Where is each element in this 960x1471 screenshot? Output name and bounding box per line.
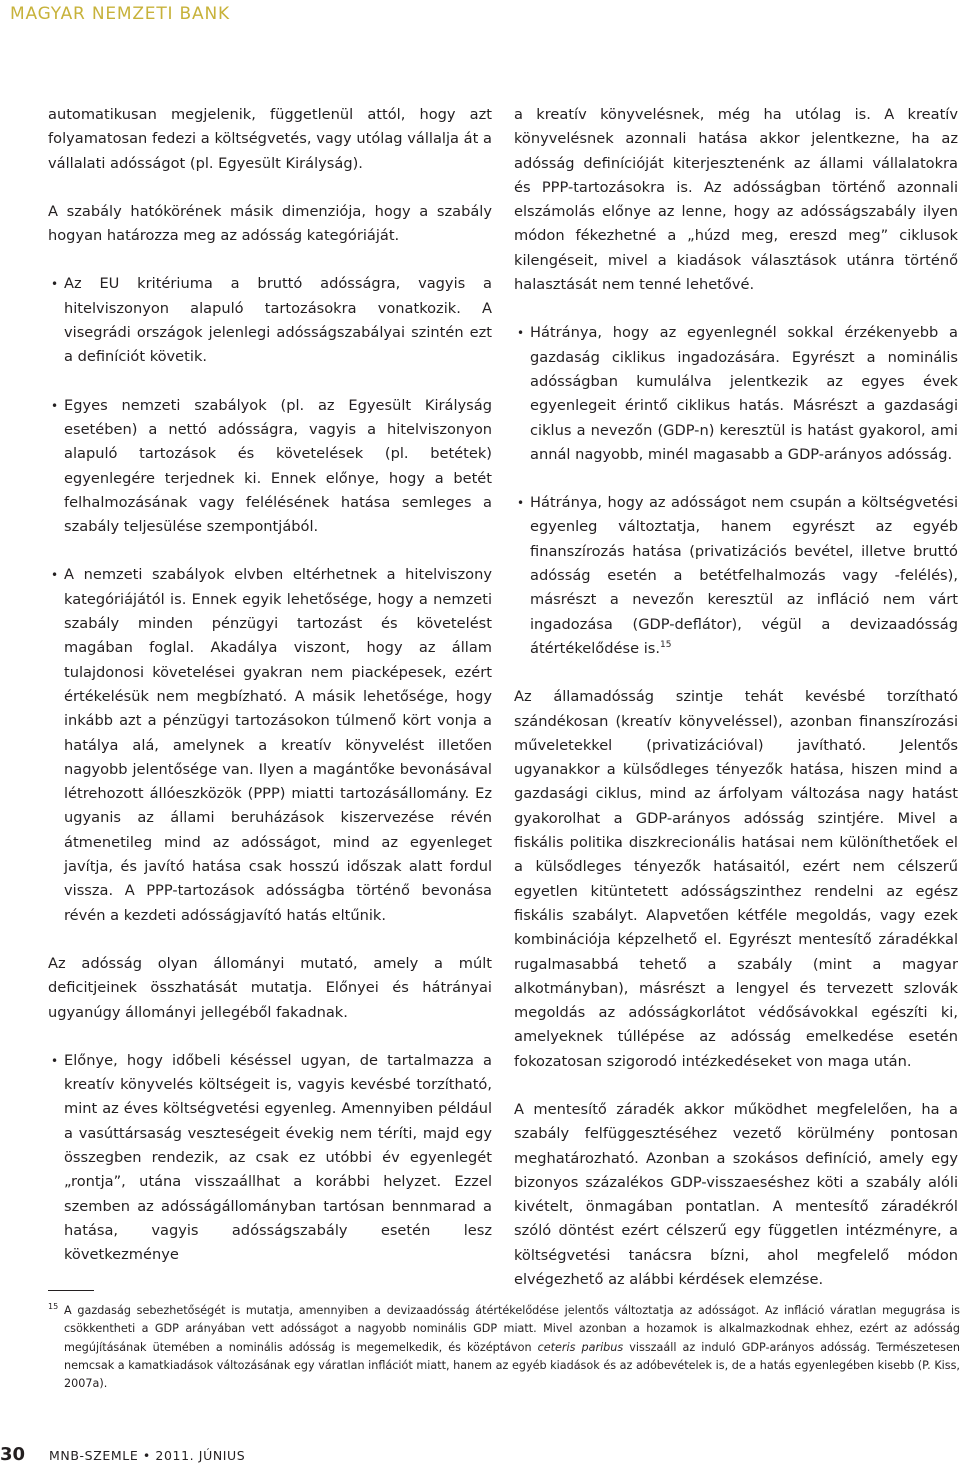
paragraph: Az adósság olyan állományi mutató, amely a múlt deficitjeinek összhatását mutatja. Előnyei és hátrányai ugyanúgy állományi jellegéből fakadnak. <box>48 954 492 1021</box>
bullet-list <box>48 563 492 927</box>
footnote-text-part: A gazdaság sebezhetőségét is mutatja, amennyiben a devizaadósság átértékelődése jelentős változtatja az adósságot. Az infláció váratlan megugrása is csökkentheti a GDP arányában vett adósságot a nagyobb nominális GDP miatt. Mivel azonban a hozamok is alkalmazkodnak ehhez, ezért az adósság megújításának ütemében a nominális adósság is megemelkedik, és középtávon <box>64 1304 960 1354</box>
right-column <box>514 103 958 1316</box>
paragraph: A szabály hatókörének másik dimenziója, hogy a szabály hogyan határozza meg az adósság kategóriáját. <box>48 202 492 245</box>
bullet-list <box>48 272 492 369</box>
paragraph-continuation: a kreatív könyvelésnek, még ha utólag is. A kreatív könyvelésnek azonnali hatása akkor jelentkezne, ha az adósság definícióját kiterjesztenénk az állami vállalatokra és PPP-tartozásokra is. Az adósságban történő azonnali elszámolás előnye az lenne, hogy az adósságszabály ilyen módon fékezhetné a „húzd meg, ereszd meg” ciklusok kilengéseit, mivel a kiadások választások utánra történő halasztását nem tenné lehetővé. <box>514 106 958 294</box>
page-header-title: MAGYAR NEMZETI BANK <box>10 4 230 24</box>
paragraph: automatikusan megjelenik, függetlenül attól, hogy azt folyamatosan fedezi a költségvetés, vagy utólag vállalja át a vállalati adósságot (pl. Egyesült Királyság). <box>48 106 492 172</box>
bullet-list <box>48 394 492 540</box>
bullet-item: • Hátránya, hogy az egyenlegnél sokkal érzékenyebb a gazdaság ciklikus ingadozására. Egyrészt a nominális adósságban kumulálva jelentkezik az egyes évek egyenlegeit érintő ciklikus hatás. Másrészt a gazdasági ciklus a nevezőn (GDP-n) keresztül is hatást gyakorol, ami annál nagyobb, minél magasabb a GDP-arányos adósság. <box>514 321 958 467</box>
bullet-item: • Előnye, hogy időbeli késéssel ugyan, de tartalmazza a kreatív könyvelés költségeit is, vagyis kevésbé torzítható, mint az éves költségvetési egyenleg. Amennyiben például a vasúttársaság veszteségeit évekig nem téríti, majd egy összegben rendezik, az csak ez utóbbi év egyenlegét „rontja”, utána visszaállhat a korábbi helyzet. Ezzel szemben az adósságállományban tartósan bennmarad a hatása, vagyis adósságszabály esetén lesz következménye <box>48 1049 492 1268</box>
footnote-text-part: visszaáll az induló GDP-arányos adósság. Természetesen nemcsak a kamatkiadások változásának egy váratlan inflációt miatt, hanem az egyéb kiadások és az adóbevételek is, de a hatás egyenlegében kisebb (P. Kiss, 2007a). <box>64 1340 960 1391</box>
footnote <box>48 1302 960 1393</box>
page-footer <box>0 1444 245 1465</box>
footnote-divider <box>48 1290 94 1291</box>
bullet-item: • Az EU kritériuma a bruttó adósságra, vagyis a hitelviszonyon alapuló tartozásokra vonatkozik. A visegrádi országok jelenlegi adósságszabályai szintén ezt a definíciót követik. <box>48 272 492 369</box>
bullet-item: • Egyes nemzeti szabályok (pl. az Egyesült Királyság esetében) a nettó adósságra, vagyis a hitelviszonyon alapuló tartozások és követelések (pl. betétek) egyenlegére terjednek ki. Ennek előnye, hogy a betét felhalmozásának vagy felélésének hatása semleges a szabály teljesülése szempontjából. <box>48 394 492 540</box>
paragraph: A mentesítő záradék akkor működhet megfelelően, ha a szabály felfüggesztéséhez vezető körülmény pontosan meghatározható. Azonban a szokásos definíció, amely egy bizonyos százalékos GDP-visszaeséshez köti a szabály alóli kivételt, önmagában pontatlan. A mentesítő záradékról szóló döntést ezért célszerű egy független intézményre, a költségvetési tanácsra bízni, ahol megfelelő módon elvégezhető az alábbi kérdések elemzése. <box>514 1100 958 1289</box>
page-number: 30 <box>0 1444 26 1465</box>
journal-name: MNB-SZEMLE • 2011. JÚNIUS <box>49 1448 246 1463</box>
footnote-number: 15 <box>48 1302 59 1311</box>
footnote-italic: ceteris paribus <box>537 1340 624 1354</box>
footnote-ref[interactable]: 15 <box>660 640 672 651</box>
paragraph: Az államadósság szintje tehát kevésbé torzítható szándékosan (kreatív könyveléssel), azonban finanszírozási műveletekkel (privatizációval) javítható. Jelentős ugyanakkor a külsődleges tényezők hatása, hiszen mind a gazdasági ciklus, mind az árfolyam változása nagy hatást gyakorolhat a GDP-arányos adósság szintjére. Mivel a fiskális politika diszkrecionális hatásai nem különíthetőek el a külsődleges tényezők hatásaitól, ezért nem célszerű egyetlen kitüntetett adósságszinthez rendelni az egész fiskális szabályt. Alapvetően kétféle megoldás, vagy ezek kombinációja képzelhető el. Egyrészt mentesítő záradékkal rugalmasabbá tehető a szabály (mint a magyar alkotmányban), másrészt a lengyel és tervezett szlovák megoldás az adósságkorlátot védősávokkal egészíti ki, amelyeknek túllépése az adósság emelkedése esetén fokozatosan szigorodó intézkedéseket von maga után. <box>514 688 958 1070</box>
footnote-text <box>48 1302 960 1393</box>
left-column <box>48 103 492 1291</box>
bullet-item <box>514 491 958 661</box>
bullet-list <box>514 491 958 661</box>
bullet-list <box>514 321 958 467</box>
bullet-text: Hátránya, hogy az adósságot nem csupán a költségvetési egyenleg változtatja, hanem egyrészt az egyéb finanszírozás hatása (privatizációs bevétel, illetve bruttó adósság esetén a betétfelhalmozás vagy -felélés), másrészt a nevezőn keresztül az infláció nem várt ingadozása (GDP-deflátor), végül a devizaadósság átértékelődése is. <box>530 494 958 657</box>
bullet-list <box>48 1049 492 1268</box>
bullet-item: • A nemzeti szabályok elvben eltérhetnek a hitelviszony kategóriájától is. Ennek egyik lehetősége, hogy a nemzeti szabály minden pénzügyi tartozást és követelést magában foglal. Akadálya viszont, hogy az állam tulajdonosi követelései gyakran nem piacképesek, ezért értékelésük nem megbízható. A másik lehetősége, hogy inkább azt a pénzügyi tartozásokon túlmenő kört vonja a hatálya alá, amelynek a kreatív könyvelést illetően nagyobb jelentősége van. Ilyen a magántőke bevonásával létrehozott állóeszközök (PPP) miatti tartozásállomány. Ez ugyanis az állami beruházások kiszervezése révén átmenetileg mind az adósságot, mind az egyenleget javítja, és javító hatása csak hosszú időszak alatt fordul vissza. A PPP-tartozások adósságba történő bevonása révén a kezdeti adósságjavító hatás eltűnik. <box>48 563 492 927</box>
